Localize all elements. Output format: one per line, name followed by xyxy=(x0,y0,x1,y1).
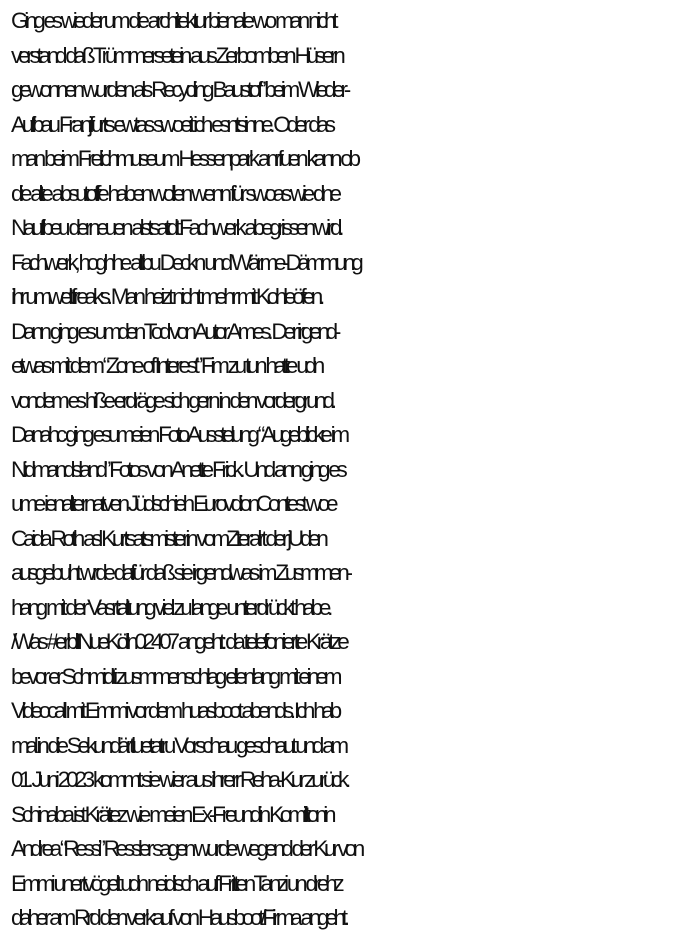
text-line: die alte absutoffe haben wollen wenn für swoas wie dne xyxy=(11,180,338,206)
text-line: daher am Rrd den verkauf von Hausboot/Firma angeht. xyxy=(11,905,346,930)
text-line: Fachwerk, hoghhe altbu Deckn und Wärme-Dämmung xyxy=(11,249,360,275)
text-line: Naufbeu derneuen alstsatdt Fachwerk abegrissen wird. xyxy=(11,215,341,240)
text-line: vondem es hiße erdräge sich gern in den vordergrund. xyxy=(11,387,333,413)
text-line: Andrea “Ressi” Ressler sagen wurde wegend der Kur von xyxy=(11,836,362,861)
document-page xyxy=(11,4,683,936)
text-line: hang mit der Vasrtaltung viel zu lange unterdrückt habe. xyxy=(11,594,330,620)
text-line: 01. Juni 2023 kommt sie wier aus ihrerr Reha-Kur zurück. xyxy=(11,767,347,792)
text-line: ausgebuht wrde dafür daß sie irgendwas im Zusmmen- xyxy=(11,560,349,585)
text-line: Danahc ging esumeien Foto Ausstelung “Augeblicke im xyxy=(11,422,346,447)
text-line: Caida Roth asl Kurtsatsmisterin vomZteralrt der jUden xyxy=(11,525,325,551)
text-line: bevor er Schmidti zusmmenschlag ellenlang mit einem xyxy=(11,663,339,689)
text-line: ihr umweltfreaks. Man heizt nicht mehr mit Kohleöfen. xyxy=(11,284,321,309)
text-line: Emmi unertvögelt udn neidisch auf Fritten Tanzi un drehz xyxy=(11,870,341,896)
text-line: /Was #erblINueKölln02407 angeht: da telefonierte Krätze xyxy=(11,629,346,654)
text-line: Videocall mit Emmi vor dem huasboot abends. Ich hab xyxy=(11,698,338,723)
text-line: Schinaba ist Krätez wie meien Ex-Freundin Komilltonin xyxy=(11,801,333,827)
text-line: etwas mit dem “Zone of Interest” Fim zu tun hatte udn xyxy=(11,353,321,378)
text-line: verstand daß Trümmersetein aus Zerbomben Hüsern xyxy=(11,42,342,68)
text-line: Aufbau Franjfurts ewtas swoeit ich esntsinne. Oder das xyxy=(11,111,332,137)
text-line: Dann ging es umden Tod von Autor Ames. Der irgend- xyxy=(11,318,338,344)
text-line: Nidmandsland” Fotos von Anette Frick. Und ann ging es xyxy=(11,456,344,482)
text-line: gewonnen wurden als Recycling Baustof” beim Wieder- xyxy=(11,77,348,102)
text-line: Ging es wieder um die architektur bienale wo man nicht xyxy=(11,8,335,33)
text-line: ume ienalternatven Jüdschieh EurovdionContest woe xyxy=(11,491,335,516)
text-line: man beim Frelichmuseum Hessenpark anrfuen kann ob xyxy=(11,146,357,171)
text-line: mal in die Sekundärtluetatru Vorschau geschaut und am xyxy=(11,732,345,758)
